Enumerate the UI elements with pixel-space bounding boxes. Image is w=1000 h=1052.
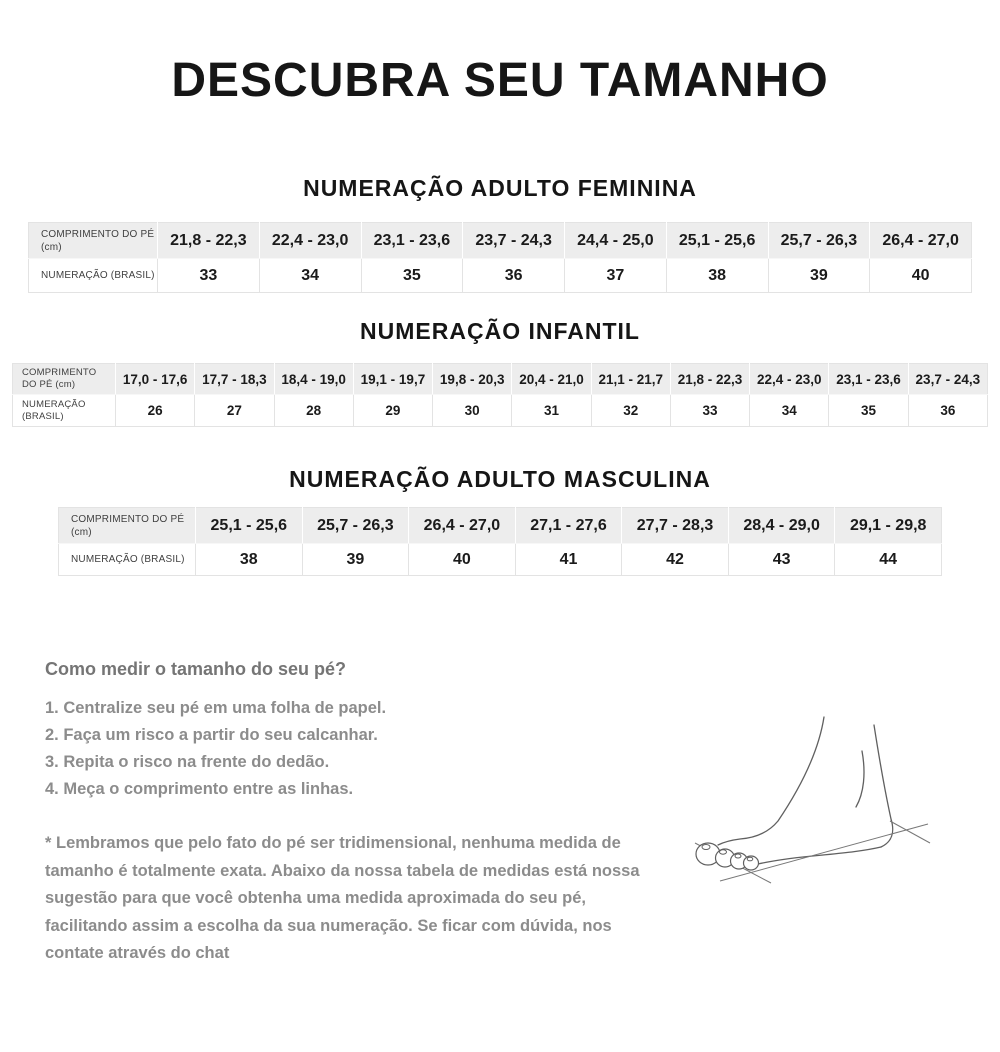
size-cell: 40 bbox=[409, 544, 516, 576]
table-row-size bbox=[29, 259, 972, 293]
size-cell: 39 bbox=[302, 544, 409, 576]
foot-length-cell: 24,4 - 25,0 bbox=[565, 223, 667, 259]
size-cell: 28 bbox=[274, 395, 353, 427]
foot-length-cell: 26,4 - 27,0 bbox=[409, 508, 516, 544]
section-heading-adulto-masculina: NUMERAÇÃO ADULTO MASCULINA bbox=[289, 466, 711, 492]
table-row-foot-length bbox=[29, 223, 972, 259]
table-row-size bbox=[59, 544, 942, 576]
size-cell: 34 bbox=[750, 395, 829, 427]
measure-step: 2. Faça um risco a partir do seu calcanhar. bbox=[45, 726, 378, 744]
measurement-heel-line bbox=[890, 821, 930, 843]
foot-length-cell: 26,4 - 27,0 bbox=[870, 223, 972, 259]
row-label-size-brazil: NUMERAÇÃO (BRASIL) bbox=[13, 395, 116, 427]
foot-ankle-line bbox=[856, 751, 864, 807]
foot-front-outline bbox=[718, 717, 824, 845]
table-row-size bbox=[13, 395, 988, 427]
foot-measurement-illustration bbox=[678, 691, 978, 911]
foot-length-cell: 25,1 - 25,6 bbox=[666, 223, 768, 259]
size-cell: 43 bbox=[728, 544, 835, 576]
foot-length-cell: 25,7 - 26,3 bbox=[768, 223, 870, 259]
size-cell: 38 bbox=[666, 259, 768, 293]
size-cell: 40 bbox=[870, 259, 972, 293]
measure-step: 4. Meça o comprimento entre as linhas. bbox=[45, 780, 354, 798]
size-cell: 39 bbox=[768, 259, 870, 293]
row-label-size-brazil: NUMERAÇÃO (BRASIL) bbox=[59, 544, 196, 576]
size-cell: 32 bbox=[591, 395, 670, 427]
row-label-foot-length: COMPRIMENTO DO PÉ (cm) bbox=[13, 364, 116, 395]
size-cell: 44 bbox=[835, 544, 942, 576]
size-table-adulto-feminina bbox=[28, 222, 972, 293]
size-table-adulto-masculina bbox=[58, 507, 942, 576]
size-cell: 34 bbox=[259, 259, 361, 293]
foot-length-cell: 23,1 - 23,6 bbox=[361, 223, 463, 259]
foot-length-cell: 27,1 - 27,6 bbox=[515, 508, 622, 544]
size-cell: 33 bbox=[670, 395, 749, 427]
foot-length-cell: 27,7 - 28,3 bbox=[622, 508, 729, 544]
how-to-measure-heading: Como medir o tamanho do seu pé? bbox=[45, 659, 347, 679]
foot-length-cell: 25,1 - 25,6 bbox=[196, 508, 303, 544]
size-cell: 37 bbox=[565, 259, 667, 293]
foot-length-cell: 21,8 - 22,3 bbox=[670, 364, 749, 395]
foot-length-cell: 20,4 - 21,0 bbox=[512, 364, 591, 395]
foot-length-cell: 21,1 - 21,7 bbox=[591, 364, 670, 395]
foot-length-cell: 22,4 - 23,0 bbox=[259, 223, 361, 259]
size-cell: 36 bbox=[908, 395, 987, 427]
row-label-foot-length: COMPRIMENTO DO PÉ (cm) bbox=[29, 223, 158, 259]
measure-step: 3. Repita o risco na frente do dedão. bbox=[45, 753, 330, 771]
size-cell: 36 bbox=[463, 259, 565, 293]
foot-heel-outline bbox=[874, 725, 893, 847]
size-cell: 27 bbox=[195, 395, 274, 427]
table-row-foot-length bbox=[59, 508, 942, 544]
foot-length-cell: 18,4 - 19,0 bbox=[274, 364, 353, 395]
measure-step: 1. Centralize seu pé em uma folha de papel. bbox=[45, 699, 387, 717]
page-title: DESCUBRA SEU TAMANHO bbox=[171, 54, 829, 107]
foot-length-cell: 17,7 - 18,3 bbox=[195, 364, 274, 395]
foot-length-cell: 19,8 - 20,3 bbox=[433, 364, 512, 395]
size-cell: 30 bbox=[433, 395, 512, 427]
toe-4 bbox=[744, 856, 759, 870]
section-heading-infantil: NUMERAÇÃO INFANTIL bbox=[360, 318, 640, 344]
foot-length-cell: 21,8 - 22,3 bbox=[158, 223, 260, 259]
foot-length-cell: 23,7 - 24,3 bbox=[463, 223, 565, 259]
table-row-foot-length bbox=[13, 364, 988, 395]
size-table-infantil bbox=[12, 363, 988, 427]
foot-length-cell: 29,1 - 29,8 bbox=[835, 508, 942, 544]
size-cell: 29 bbox=[353, 395, 432, 427]
size-cell: 35 bbox=[361, 259, 463, 293]
size-cell: 41 bbox=[515, 544, 622, 576]
foot-length-cell: 23,7 - 24,3 bbox=[908, 364, 987, 395]
size-cell: 26 bbox=[116, 395, 195, 427]
foot-length-cell: 28,4 - 29,0 bbox=[728, 508, 835, 544]
size-cell: 35 bbox=[829, 395, 908, 427]
row-label-foot-length: COMPRIMENTO DO PÉ (cm) bbox=[59, 508, 196, 544]
size-cell: 31 bbox=[512, 395, 591, 427]
foot-length-cell: 25,7 - 26,3 bbox=[302, 508, 409, 544]
section-heading-adulto-feminina: NUMERAÇÃO ADULTO FEMININA bbox=[303, 175, 697, 201]
foot-length-cell: 17,0 - 17,6 bbox=[116, 364, 195, 395]
size-disclaimer-note: * Lembramos que pelo fato do pé ser tridimensional, nenhuma medida de tamanho é totalmente exata. Abaixo da nossa tabela de medidas está nossa sugestão para que você obtenha uma medida aproximada do seu pé, facilitando assim a escolha da sua numeração. Se ficar com dúvida, nos contate através do chat bbox=[45, 834, 640, 962]
foot-length-cell: 22,4 - 23,0 bbox=[750, 364, 829, 395]
how-to-measure-section bbox=[0, 576, 1000, 976]
foot-sole-line bbox=[758, 847, 881, 864]
foot-length-cell: 23,1 - 23,6 bbox=[829, 364, 908, 395]
size-cell: 33 bbox=[158, 259, 260, 293]
size-cell: 42 bbox=[622, 544, 729, 576]
size-cell: 38 bbox=[196, 544, 303, 576]
foot-length-cell: 19,1 - 19,7 bbox=[353, 364, 432, 395]
row-label-size-brazil: NUMERAÇÃO (BRASIL) bbox=[29, 259, 158, 293]
